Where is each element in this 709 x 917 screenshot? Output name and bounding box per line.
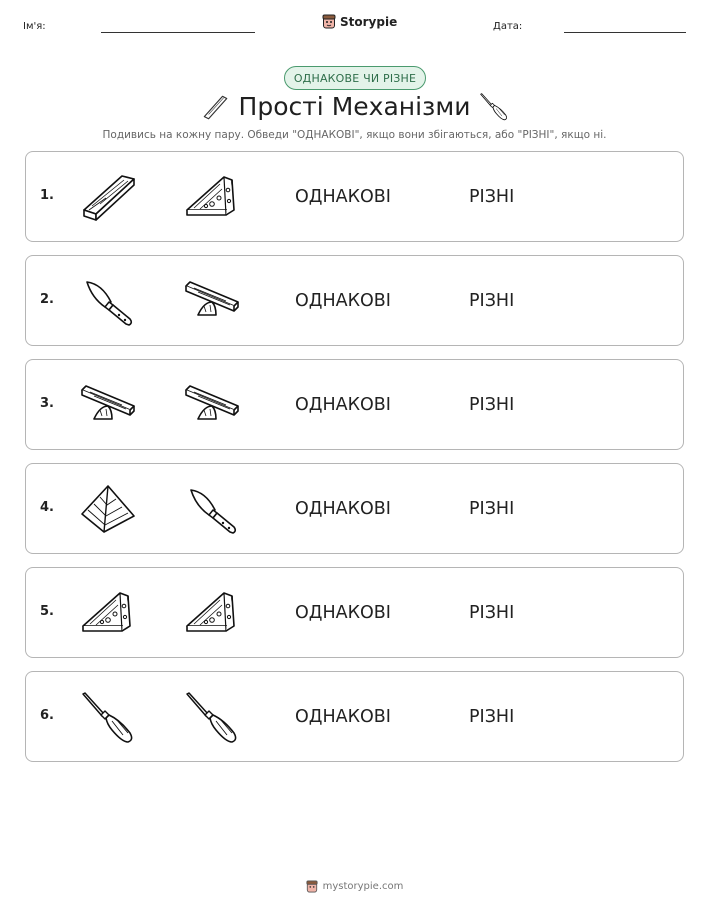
option-same[interactable]: ОДНАКОВІ: [295, 499, 391, 519]
page-title: Прості Механізми: [238, 92, 471, 121]
question-number: 5.: [40, 604, 54, 619]
option-same[interactable]: ОДНАКОВІ: [295, 603, 391, 623]
option-same[interactable]: ОДНАКОВІ: [295, 395, 391, 415]
wedge-icon: [182, 168, 242, 228]
question-number: 4.: [40, 500, 54, 515]
option-different[interactable]: РІЗНІ: [469, 187, 515, 207]
date-label: Дата:: [493, 21, 523, 32]
question-row: [25, 567, 684, 658]
footer-site: mystorypie.com: [322, 881, 404, 892]
option-different[interactable]: РІЗНІ: [469, 603, 515, 623]
brand-logo: [322, 14, 397, 29]
wedge-icon: [78, 584, 138, 644]
footer: [0, 880, 709, 893]
screwdriver-icon: [78, 688, 138, 748]
question-number: 6.: [40, 708, 54, 723]
instructions: Подивись на кожну пару. Обведи "ОДНАКОВІ", якщо вони збігаються, або "РІЗНІ", якщо ні.: [102, 129, 607, 141]
date-field[interactable]: [564, 32, 686, 33]
question-row: [25, 671, 684, 762]
question-number: 3.: [40, 396, 54, 411]
option-different[interactable]: РІЗНІ: [469, 395, 515, 415]
screwdriver-icon: [478, 91, 510, 123]
option-different[interactable]: РІЗНІ: [469, 707, 515, 727]
question-row: [25, 359, 684, 450]
question-number: 2.: [40, 292, 54, 307]
pyramid-icon: [78, 480, 138, 540]
lever-icon: [182, 272, 242, 332]
name-label: Ім'я:: [23, 21, 46, 32]
knife-icon: [78, 272, 138, 332]
worksheet-type-badge: ОДНАКОВЕ ЧИ РІЗНЕ: [284, 66, 426, 90]
lever-icon: [182, 376, 242, 436]
option-same[interactable]: ОДНАКОВІ: [295, 291, 391, 311]
question-row: [25, 463, 684, 554]
screwdriver-icon: [182, 688, 242, 748]
question-row: [25, 255, 684, 346]
knife-icon: [182, 480, 242, 540]
name-field[interactable]: [101, 32, 255, 33]
question-number: 1.: [40, 188, 54, 203]
option-different[interactable]: РІЗНІ: [469, 291, 515, 311]
option-same[interactable]: ОДНАКОВІ: [295, 187, 391, 207]
wedge-icon: [182, 584, 242, 644]
mascot-icon: [322, 14, 336, 29]
lever-icon: [78, 376, 138, 436]
plank-icon: [78, 168, 138, 228]
brand-name: Storypie: [340, 14, 398, 29]
question-row: [25, 151, 684, 242]
mascot-icon: [306, 880, 318, 893]
option-same[interactable]: ОДНАКОВІ: [295, 707, 391, 727]
option-different[interactable]: РІЗНІ: [469, 499, 515, 519]
